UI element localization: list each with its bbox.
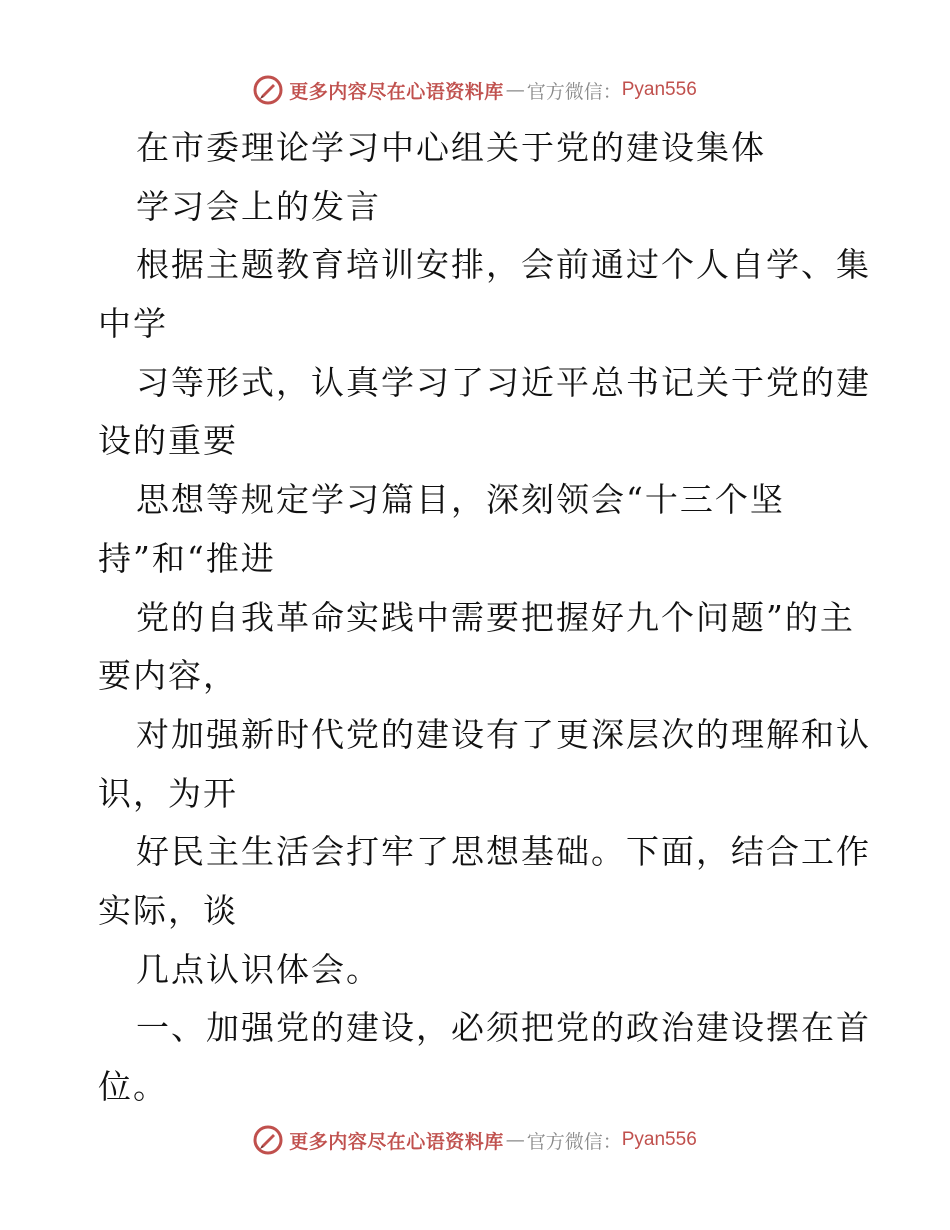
doc-line: 中学 [98, 304, 168, 344]
doc-line: 设的重要 [98, 421, 238, 461]
watermark-dash: — [505, 1129, 525, 1151]
pen-logo-icon [253, 1125, 283, 1155]
doc-line: 习等形式，认真学习了习近平总书记关于党的建 [136, 362, 871, 402]
doc-line: 思想等规定学习篇目，深刻领会“十三个坚 [136, 480, 785, 520]
doc-line: 几点认识体会。 [136, 949, 381, 989]
doc-line: 在市委理论学习中心组关于党的建设集体 [136, 128, 766, 167]
doc-line: 对加强新时代党的建设有了更深层次的理解和认 [136, 714, 871, 754]
watermark-text: 更多内容尽在心语资料库 [289, 80, 504, 103]
document-body [98, 119, 871, 1117]
pen-logo-icon [253, 75, 283, 105]
footer-watermark [0, 1120, 950, 1160]
doc-line: 要内容， [98, 656, 238, 696]
doc-line: 实际，谈 [98, 890, 238, 930]
header-watermark [0, 70, 950, 110]
doc-line: 持”和“推进 [98, 538, 276, 578]
doc-line: 好民主生活会打牢了思想基础。下面，结合工作 [136, 832, 871, 872]
watermark-wechat-label: 官方微信： [526, 80, 622, 103]
watermark-wechat-label: 官方微信： [526, 1130, 622, 1153]
watermark-wechat-id: Pyan556 [621, 1129, 697, 1150]
watermark-wechat-id: Pyan556 [621, 79, 697, 100]
doc-line: 根据主题教育培训安排，会前通过个人自学、集 [136, 245, 871, 285]
watermark-dash: — [505, 79, 525, 101]
doc-line: 党的自我革命实践中需要把握好九个问题”的主 [136, 597, 855, 637]
doc-line: 学习会上的发言 [136, 186, 381, 226]
doc-line: 一、加强党的建设，必须把党的政治建设摆在首 [136, 1008, 871, 1048]
doc-line: 识，为开 [98, 773, 238, 813]
watermark-text: 更多内容尽在心语资料库 [289, 1130, 504, 1153]
doc-line: 位。 [98, 1067, 168, 1106]
